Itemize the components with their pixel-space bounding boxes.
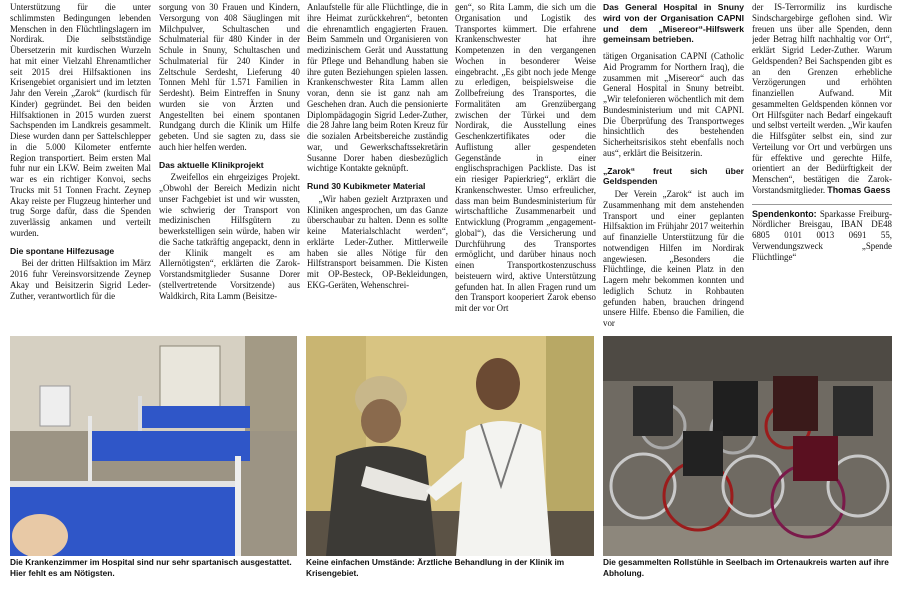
donation-box (752, 204, 892, 263)
subheading: Rund 30 Kubikmeter Material (307, 181, 426, 191)
article-column-2 (159, 2, 300, 332)
column-text: der IS-Terrormiliz ins kurdische Sindschargebirge geflohen sind. Wir freuen uns über alle Spenden, denn jeder Betrag hilft nachhaltig vor Ort“, erklärt Sigrid Leder-Zuther. Warum Geldspenden? Bei Sachspenden gibt es an den Grenzen erhebliche Verzögerungen und erhöhten finanziellen Aufwand. Mit gesammelten Geldspenden können vor Ort Hilfsgüter nach Bedarf eingekauft und selbst verteilt werden. „Wir kaufen die Hilfsgüter selbst ein, sind zur Verteilung vor Ort und verbürgen uns für effektive und gerechte Hilfe, orientiert an der Bedürftigkeit der Menschen“, bestätigen die Zarok-Vorstandsmitglieder. Thomas Gaess (752, 2, 892, 195)
column-text: Unterstützung für die unter schlimmsten Bedingungen lebenden Menschen in den Flüchtlingslagern im Nordirak. Die selbstständige Übersetzerin mit kurdischen Wurzeln hat mit einer Vielzahl Ehrenamtlicher seit 2015 drei Hilfsaktionen ins Krisengebiet organisiert und im letzten Jahr den Verein „Zarok“ (kurdisch für Kinder) gegründet. Bei den beiden Hilfsaktionen in 2015 wurden zuerst Sachspenden im Landkreis gesammelt. Diese wurden dann per Sattelschlepper in die 5.000 Kilometer entfernte Region transportiert. Beim ersten Mal fuhr nur ein LKW. Beim zweiten Mal war es ein richtiger Konvoi, sechs Trucks mit 51 Tonnen Fracht. Zeynep Akay reiste per Flugzeug hinterher und trug Sorge dafür, dass die Spenden zuverlässig ankamen und verteilt wurden. (10, 2, 151, 238)
article-column-3 (307, 2, 448, 332)
article-column-5 (603, 2, 744, 332)
photo-caption: Keine einfachen Umstände: Ärztliche Behandlung in der Klinik im Krisengebiet. (306, 557, 565, 578)
subheading: „Zarok“ freut sich über Geldspenden (603, 165, 744, 187)
subheading: Die spontane Hilfezusage (10, 245, 115, 256)
column-text: sorgung von 30 Frauen und Kindern, Versorgung von 408 Säuglingen mit Milchpulver, Schultaschen und Schulmaterial für 480 Kinder in der Schule in Snuny, Schultaschen und Schulmaterial für 240 Kinder in Zeltschule Serdesht, Lieferung 40 Tonnen Mehl für 1.571 Familien in Serdesht). Beim Eintreffen in Snuny wurden sie von Ärzten und Angestellten bei einem spontanen Rundgang durch die Klinik um Hilfe gebeten. Und sie sagten zu, dass sie auch hier helfen werden. (159, 2, 300, 152)
donation-text: Sparkasse Freiburg-Nördlicher Breisgau, IBAN DE48 6805 0101 0013 0691 55, Verwendungszweck „Spende Flüchtlinge“ (752, 208, 892, 262)
subheading: Das aktuelle Klinikprojekt (159, 159, 264, 170)
photo-caption: Die gesammelten Rollstühle in Seelbach im Ortenaukreis warten auf ihre Abholung. (603, 557, 889, 578)
article-column-1 (10, 2, 151, 332)
column-text: Bei der dritten Hilfsaktion im März 2016 fuhr Vereinsvorsitzende Zeynep Akay und Beisitzerin Sigrid Leder-Zuther, verantwortlich für die (10, 258, 151, 301)
photo-kicker: Das General Hospital in Snuny wird von der Organisation CAPNI und dem „Misereor“-Hilfswerk gemeinsam betrieben. (603, 2, 744, 45)
author-name: Thomas Gaess (827, 184, 891, 195)
column-text: Anlaufstelle für alle Flüchtlinge, die in ihre Heimat zurückkehren“, betonten die ehrenamtlich engagierten Frauen. Beim Sammeln und Organisieren von medizinischem Gerät und Ausstattung für Pflege und Behandlung haben sie ihre guten Beziehungen spielen lassen. Krankenschwester Rita Lamm allen voran, denn sie ist ganz nah am Geschehen dran. Auch die pensionierte Diplompädagogin Sigrid Leder-Zuther, die 28 Jahre lang beim Roten Kreuz für die sozialen Arbeitsbereiche zuständig war, und Gewerkschaftssekretärin Susanne Dorer haben diesbezüglich wichtige Kontakte geknüpft. (307, 2, 448, 174)
column-text: Der Verein „Zarok“ ist auch im Zusammenhang mit dem anstehenden Transport und einer geplanten Hilfsaktion im Frühjahr 2017 weiterhin auf finanzielle Unterstützung für die notwendigen Hilfen im Nordirak angewiesen. „Besonders die Flüchtlinge, die keinen Platz in den Lagern mehr bekommen konnten und lediglich Schutz in Rohbauten gefunden haben, brauchen dringend unsere Hilfe. Ebenso die Familien, die vor (603, 189, 744, 328)
photo-caption: Die Krankenzimmer im Hospital sind nur sehr spartanisch ausgestattet. Hier fehlt es am Nötigsten. (10, 557, 292, 578)
photo-wheelchairs (603, 336, 892, 556)
photo-medical-treatment (306, 336, 594, 556)
article-column-6 (752, 2, 892, 332)
column-text: Zweifellos ein ehrgeiziges Projekt. „Obwohl der Bereich Medizin nicht unser Fachgebiet ist und wir wussten, wie schwierig der Transport von medizinischen Hilfsgütern zu bewerkstelligen sein würde, haben wir die Sache tatkräftig angepackt, denn in der Klinik mangelt es am Allernötigsten“, erklärten die Zarok-Vorstandsmitglieder Susanne Dorer (stellvertretende Vorsitzende) aus Waldkirch, Rita Lamm (Beisitze- (159, 172, 300, 301)
column-text: tätigen Organisation CAPNI (Catholic Aid Programm for Northern Iraq), die zusammen mit „Misereor“ auch das General Hospital in Snuny betreibt. „Wir telefonieren wöchentlich mit dem Bundesministerium und mit CAPNI. Die Überprüfung des Transportweges hinsichtlich des bestehenden Sicherheitsrisikos steht ebenfalls noch aus“, erklärt die Beisitzerin. (603, 51, 744, 158)
photo-hospital-room (10, 336, 297, 556)
article-column-4 (455, 2, 596, 332)
donation-label: Spendenkonto: (752, 208, 817, 219)
column-text: gen“, so Rita Lamm, die sich um die Organisation und Logistik des Transportes kümmert. Die erfahrene Krankenschwester hat ihre Kompetenzen in den vergangenen Wochen in besonderer Weise eingebracht. „Es gibt noch jede Menge zu erledigen, beispielsweise die Zollbefreiung des Transportes, die Formalitäten am Grenzübergang zwischen der Türkei und dem Nordirak, die Ausstellung eines Geschenkzertifikates oder die Auflistung aller gespendeten Gegenstände in einer englischsprachigen Packliste. Das ist ein riesiger Papierkrieg“, erklärt die Krankenschwester. Umso erfreulicher, dass man beim Bundesministerium für wirtschaftliche Zusammenarbeit und Entwicklung (Programm „engagement-global“), das die Versicherung und Durchführung des Transportes ermöglicht, und darüber hinaus noch einen Transportkostenzuschuss beisteuern wird, aktive Unterstützung gefunden hat. In allen Fragen rund um den Transport kooperiert Zarok ebenso mit der vor Ort (455, 2, 596, 313)
column-text: „Wir haben gezielt Arztpraxen und Kliniken angesprochen, um das Ganze überschaubar zu halten. Denn es sollte keine Materialschlacht werden“, erklärte Leder-Zuther. Mittlerweile haben sie alles Nötige für den Hilfstransport beisammen. Die Kisten mit OP-Besteck, OP-Bekleidungen, EKG-Geräten, Wehenschrei- (307, 193, 448, 290)
